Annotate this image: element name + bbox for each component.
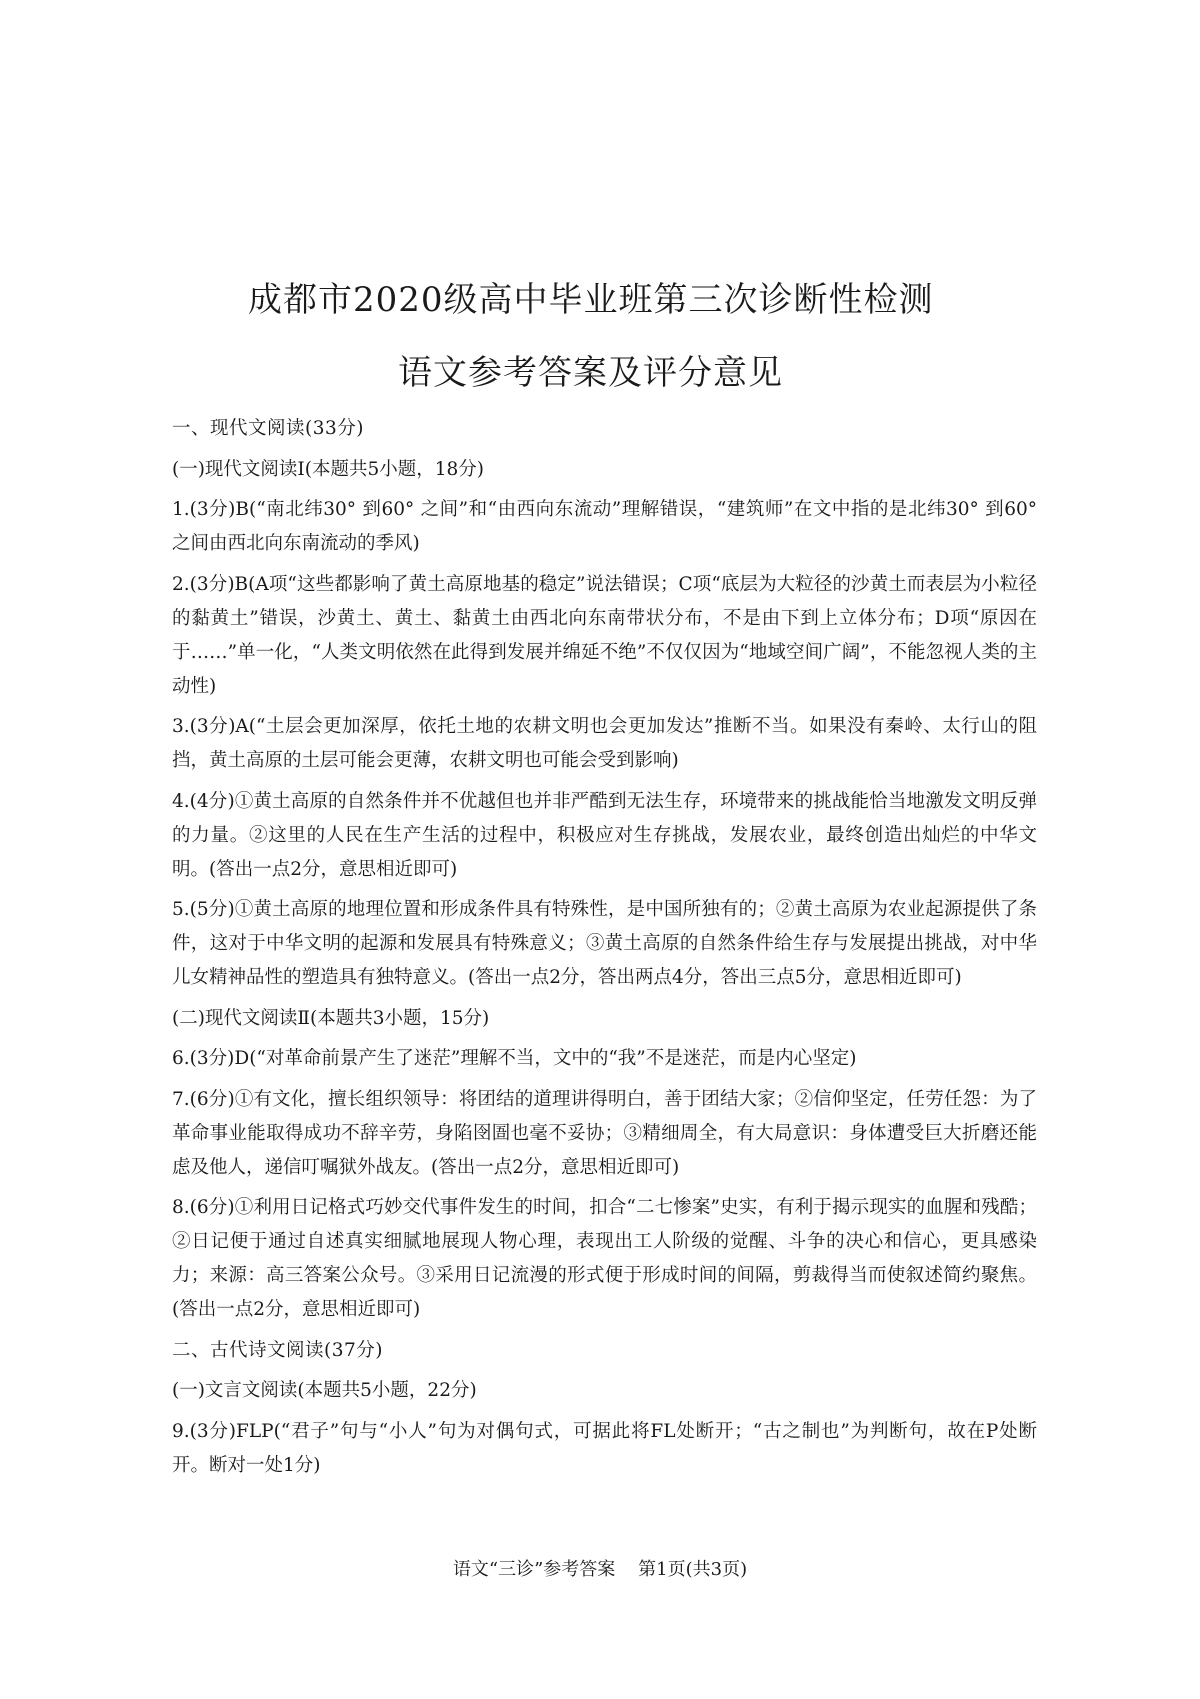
answer-paragraph: 9.(3分)FLP(“君子”句与“小人”句为对偶句式，可据此将FL处断开；“古之制也”为判断句，故在P处断开。断对一处1分) bbox=[172, 1420, 1037, 1476]
answer-content bbox=[172, 412, 1037, 1489]
document-title: 成都市2020级高中毕业班第三次诊断性检测 bbox=[248, 280, 934, 320]
section-heading: 二、古代诗文阅读(37分) bbox=[172, 1339, 383, 1361]
subsection-heading: (二)现代文阅读Ⅱ(本题共3小题，15分) bbox=[172, 1007, 490, 1029]
answer-paragraph: 1.(3分)B(“南北纬30° 到60° 之间”和“由西向东流动”理解错误，“建筑师”在文中指的是北纬30° 到60° 之间由西北向东南流动的季风) bbox=[172, 499, 1037, 554]
document-subtitle: 语文参考答案及评分意见 bbox=[398, 353, 783, 393]
subsection-heading: (一)文言文阅读(本题共5小题，22分) bbox=[172, 1380, 477, 1401]
answer-paragraph: 8.(6分)①利用日记格式巧妙交代事件发生的时间，扣合“二七惨案”史实，有利于揭示现实的血腥和残酷；②日记便于通过自述真实细腻地展现人物心理，表现出工人阶级的觉醒、斗争的决心和信心，更具感染力；来源：高三答案公众号。③采用日记流漫的形式便于形成时间的间隔，剪裁得当而使叙述简约聚焦。(答出一点2分，意思相近即可) bbox=[172, 1197, 1037, 1320]
section-heading: 一、现代文阅读(33分) bbox=[172, 418, 364, 439]
page-footer: 语文“三诊”参考答案 第1页(共3页) bbox=[452, 1559, 748, 1580]
answer-paragraph: 7.(6分)①有文化，擅长组织领导：将团结的道理讲得明白，善于团结大家；②信仰坚定，任劳任怨：为了革命事业能取得成功不辞辛劳，身陷囹圄也毫不妥协；③精细周全，有大局意识：身体遭受巨大折磨还能虑及他人，递信叮嘱狱外战友。(答出一点2分，意思相近即可) bbox=[172, 1088, 1037, 1178]
answer-paragraph: 5.(5分)①黄土高原的地理位置和形成条件具有特殊性，是中国所独有的；②黄土高原为农业起源提供了条件，这对于中华文明的起源和发展具有特殊意义；③黄土高原的自然条件给生存与发展提出挑战，对中华儿女精神品性的塑造具有独特意义。(答出一点2分，答出两点4分，答出三点5分，意思相近即可) bbox=[172, 899, 1037, 988]
answer-paragraph: 2.(3分)B(A项“这些都影响了黄土高原地基的稳定”说法错误；C项“底层为大粒径的沙黄土而表层为小粒径的黏黄土”错误，沙黄土、黄土、黏黄土由西北向东南带状分布，不是由下到上立体分布；D项“原因在于……”单一化，“人类文明依然在此得到发展并绵延不绝”不仅仅因为“地域空间广阔”，不能忽视人类的主动性) bbox=[172, 573, 1037, 697]
answer-paragraph: 6.(3分)D(“对革命前景产生了迷茫”理解不当，文中的“我”不是迷茫，而是内心坚定) bbox=[172, 1048, 857, 1069]
answer-paragraph: 3.(3分)A(“土层会更加深厚，依托土地的农耕文明也会更加发达”推断不当。如果没有秦岭、太行山的阻挡，黄土高原的土层可能会更薄，农耕文明也可能会受到影响) bbox=[172, 716, 1037, 771]
subsection-heading: (一)现代文阅读Ⅰ(本题共5小题，18分) bbox=[172, 458, 484, 480]
answer-paragraph: 4.(4分)①黄土高原的自然条件并不优越但也并非严酷到无法生存，环境带来的挑战能恰当地激发文明反弹的力量。②这里的人民在生产生活的过程中，积极应对生存挑战，发展农业，最终创造出灿烂的中华文明。(答出一点2分，意思相近即可) bbox=[172, 790, 1037, 880]
